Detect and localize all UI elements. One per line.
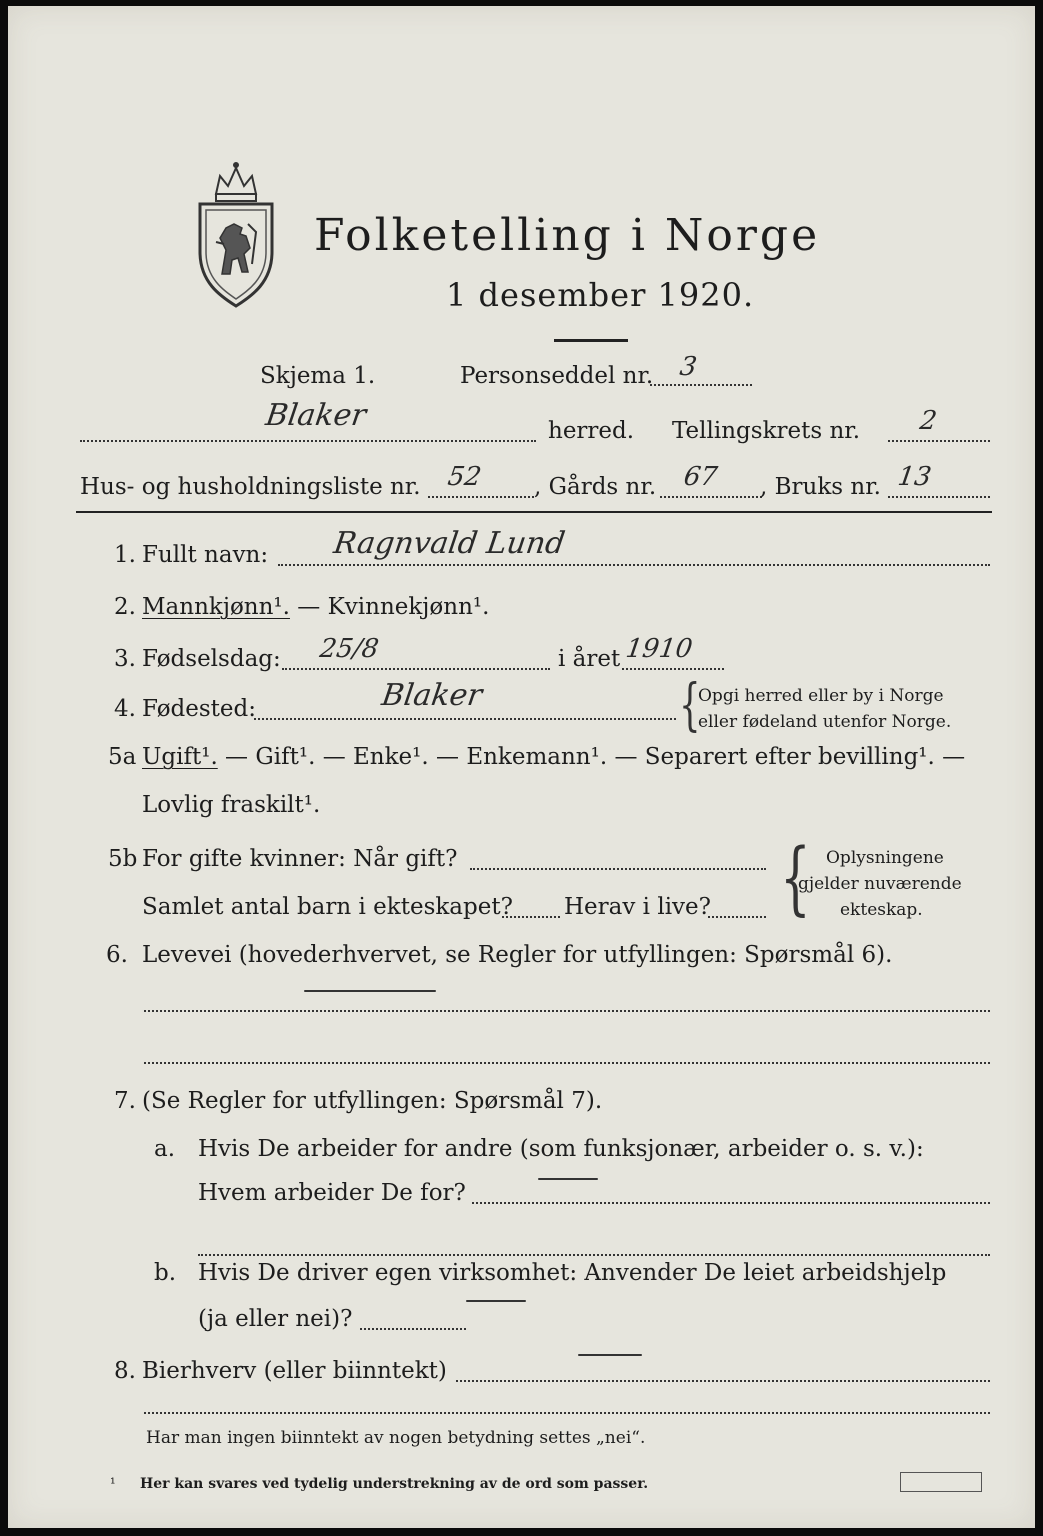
q5a-ugift-option[interactable]: Ugift¹. [142, 744, 218, 770]
q3-birthdate-value[interactable]: 25/8 [317, 634, 381, 664]
bottom-note: Har man ingen biinntekt av nogen betydning settes „nei“. [146, 1428, 646, 1448]
footnote: Her kan svares ved tydelig understrekning av de ord som passer. [140, 1476, 649, 1492]
gards-label: , Gårds nr. [534, 474, 657, 500]
q4-note-brace: { [679, 673, 701, 738]
q7b-line2: (ja eller nei)? [198, 1306, 353, 1332]
q7a-line2: Hvem arbeider De for? [198, 1180, 466, 1206]
form-date: 1 desember 1920. [446, 276, 755, 314]
q3-year-label: i året [558, 646, 621, 672]
q4-note-line1: Opgi herred eller by i Norge [698, 686, 944, 706]
q6-handwritten-dash [304, 990, 436, 992]
q2-separator: — [289, 594, 328, 620]
gards-value[interactable]: 67 [681, 462, 720, 492]
q4-birthplace-value[interactable]: Blaker [379, 678, 485, 713]
q4-label: Fødested: [142, 696, 257, 722]
q8-number: 8. [114, 1358, 136, 1384]
q1-field-line [278, 564, 990, 566]
q4-field-line [254, 718, 676, 720]
q5b-note-line3: ekteskap. [840, 900, 923, 920]
herred-value[interactable]: Blaker [263, 398, 369, 433]
q6-label: Levevei (hovederhvervet, se Regler for utfyllingen: Spørsmål 6). [142, 942, 893, 968]
q1-number: 1. [114, 542, 136, 568]
q6-field-line-2[interactable] [144, 1062, 990, 1064]
form-title: Folketelling i Norge [314, 210, 821, 261]
hus-label: Hus- og husholdningsliste nr. [80, 474, 421, 500]
q5a-other-options[interactable]: — Gift¹. — Enke¹. — Enkemann¹. — Separert efter bevilling¹. — [217, 744, 966, 770]
tellingskrets-field-line [888, 440, 990, 442]
personseddel-field-line [650, 384, 752, 386]
q5b-alive-field-line [708, 916, 766, 918]
q7b-field-line[interactable] [360, 1328, 466, 1330]
q5b-children-field-line [502, 916, 560, 918]
q2-male-option[interactable]: Mannkjønn¹. [142, 594, 290, 620]
q5b-number: 5b [108, 846, 138, 872]
tellingskrets-value[interactable]: 2 [917, 406, 939, 436]
q8-label: Bierhverv (eller biinntekt) [142, 1358, 447, 1384]
q3-year-value[interactable]: 1910 [623, 634, 695, 664]
personseddel-label: Personseddel nr. [460, 363, 654, 389]
q3-year-field-line [622, 668, 724, 670]
coat-of-arms-icon [186, 154, 286, 314]
q8-handwritten-dash [578, 1354, 642, 1356]
q8-field-line-1[interactable] [456, 1380, 990, 1382]
bruks-value[interactable]: 13 [895, 462, 934, 492]
hus-field-line [428, 496, 534, 498]
meta-divider [76, 511, 992, 513]
q7b-line1: Hvis De driver egen virksomhet: Anvender De leiet arbeidshjelp [198, 1260, 947, 1286]
q5a-number: 5a [108, 744, 137, 770]
q3-date-field-line [282, 668, 550, 670]
q2-number: 2. [114, 594, 136, 620]
q7a-field-line-2[interactable] [198, 1254, 990, 1256]
q5a-marital-options [142, 744, 965, 770]
q7a-letter: a. [154, 1136, 176, 1162]
skjema-label: Skjema 1. [260, 363, 376, 389]
footnote-mark: ¹ [110, 1476, 116, 1492]
q7-number: 7. [114, 1088, 136, 1114]
q7b-handwritten-dash [466, 1300, 526, 1302]
q6-field-line-1[interactable] [144, 1010, 990, 1012]
census-form-sheet [8, 6, 1035, 1528]
q2-gender-options [142, 594, 489, 620]
q7a-line1: Hvis De arbeider for andre (som funksjonær, arbeider o. s. v.): [198, 1136, 924, 1162]
q4-number: 4. [114, 696, 136, 722]
q3-label: Fødselsdag: [142, 646, 281, 672]
printer-stamp-box [900, 1472, 982, 1492]
herred-label: herred. [548, 418, 635, 444]
q7a-handwritten-dash [538, 1178, 598, 1180]
q2-female-option[interactable]: Kvinnekjønn¹. [327, 594, 490, 620]
q5b-when-married-field-line [470, 868, 766, 870]
q5b-note-line2: gjelder nuværende [798, 874, 962, 894]
q5b-note-brace: { [780, 831, 811, 924]
hus-value[interactable]: 52 [445, 462, 484, 492]
q5b-children-label: Samlet antal barn i ekteskapet? [142, 894, 513, 920]
personseddel-value[interactable]: 3 [677, 352, 699, 382]
tellingskrets-label: Tellingskrets nr. [672, 418, 861, 444]
q7a-field-line-1[interactable] [472, 1202, 990, 1204]
q5b-alive-label: Herav i live? [564, 894, 711, 920]
q6-number: 6. [106, 942, 128, 968]
q5b-line1: For gifte kvinner: Når gift? [142, 846, 458, 872]
q7-label: (Se Regler for utfyllingen: Spørsmål 7). [142, 1088, 603, 1114]
header-divider [554, 339, 628, 342]
q3-number: 3. [114, 646, 136, 672]
q5a-line2[interactable]: Lovlig fraskilt¹. [142, 792, 321, 818]
herred-field-line [80, 440, 536, 442]
q1-full-name-value[interactable]: Ragnvald Lund [331, 526, 568, 561]
q4-note-line2: eller fødeland utenfor Norge. [698, 712, 952, 732]
gards-field-line [660, 496, 762, 498]
q7b-letter: b. [154, 1260, 177, 1286]
q1-label: Fullt navn: [142, 542, 269, 568]
q5b-note-line1: Oplysningene [826, 848, 944, 868]
bruks-field-line [888, 496, 990, 498]
bruks-label: , Bruks nr. [760, 474, 881, 500]
q8-field-line-2[interactable] [144, 1412, 990, 1414]
